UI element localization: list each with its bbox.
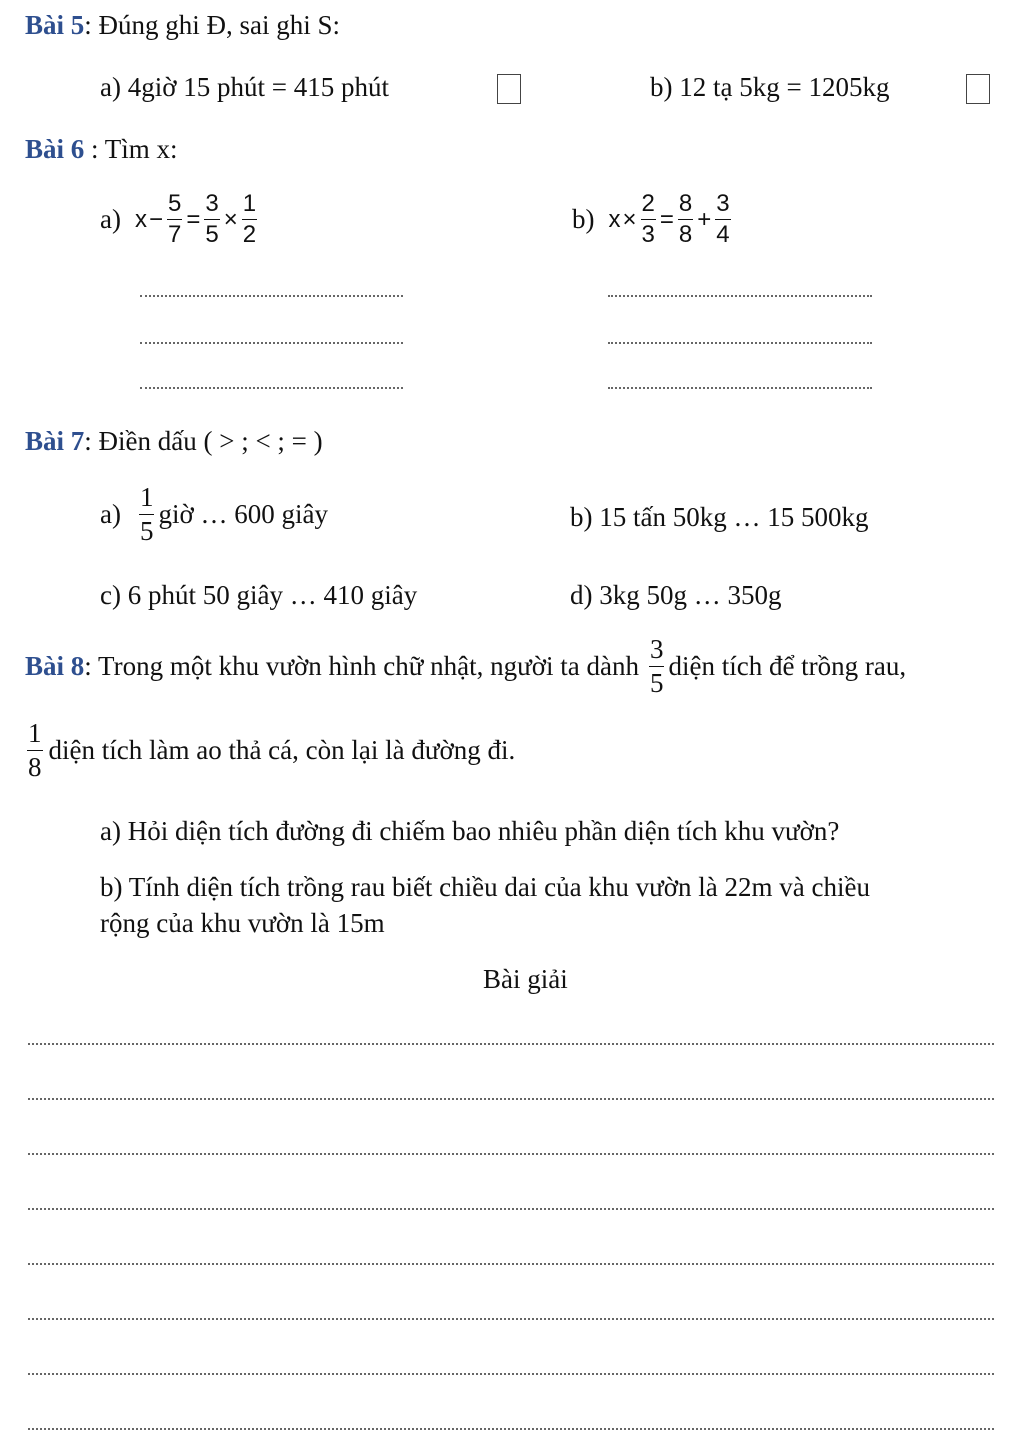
fraction: $\frac{1}{5}$ [139,482,154,546]
exercise-8-text: diện tích để trồng rau, [668,650,907,681]
answer-line[interactable] [608,342,872,344]
exercise-7c: c) 6 phút 50 giây … 410 giây [100,580,418,610]
exercise-5-heading [25,10,340,41]
plus-sign: + [697,205,712,233]
exercise-5b-answer-box[interactable] [966,74,990,104]
fraction: $\frac{3}{5}$ [649,634,664,698]
solution-line[interactable] [28,1208,994,1210]
fraction: $\frac{5}{7}$ [168,190,182,248]
fraction: $\frac{3}{4}$ [716,190,730,248]
exercise-7a-label: a) [100,498,121,529]
exercise-8b-question-line-1: b) Tính diện tích trồng rau biết chiều dai của khu vườn là 22m và chiều [100,872,870,902]
variable-x: x [134,205,147,233]
exercise-6a-equation [100,192,259,247]
exercise-8-text: : Trong một khu vườn hình chữ nhật, người ta dành [84,650,639,681]
exercise-8b-question-line-2: rộng của khu vườn là 15m [100,908,385,938]
exercise-8-text: diện tích làm ao thả cá, còn lại là đường đi. [48,734,516,765]
variable-x: x [608,205,621,233]
fraction: $\frac{8}{8}$ [678,190,693,248]
solution-line[interactable] [28,1263,994,1265]
exercise-7-instruction: : Điền dấu ( > ; < ; = ) [84,426,323,456]
answer-line[interactable] [140,295,403,297]
exercise-8-title: Bài 8 [25,650,85,681]
answer-line[interactable] [608,295,872,297]
exercise-7a [100,484,328,545]
times-sign: × [622,205,637,233]
times-sign: × [223,205,238,233]
exercise-7b: b) 15 tấn 50kg … 15 500kg [570,502,869,532]
answer-line[interactable] [608,387,872,389]
exercise-6a-label: a) [100,203,121,234]
fraction: $\frac{2}{3}$ [641,190,655,248]
solution-heading: Bài giải [483,964,568,994]
exercise-6-instruction: : Tìm x: [84,134,178,164]
exercise-6-title: Bài 6 [25,134,85,164]
solution-line[interactable] [28,1318,994,1320]
exercise-7d: d) 3kg 50g … 350g [570,580,782,610]
exercise-6b-equation [572,192,733,247]
solution-line[interactable] [28,1373,994,1375]
exercise-8-line-2 [25,720,515,781]
equals-sign: = [186,205,201,233]
exercise-5a-statement: a) 4giờ 15 phút = 415 phút [100,72,389,102]
minus-sign: − [148,205,163,233]
exercise-8a-question: a) Hỏi diện tích đường đi chiếm bao nhiêu phần diện tích khu vườn? [100,816,840,846]
solution-line[interactable] [28,1043,994,1045]
fraction: $\frac{1}{8}$ [28,718,42,782]
exercise-8-line-1 [25,636,906,697]
solution-line[interactable] [28,1428,994,1430]
solution-line[interactable] [28,1153,994,1155]
exercise-7a-text: giờ … 600 giây [158,498,328,529]
solution-line[interactable] [28,1098,994,1100]
answer-line[interactable] [140,342,403,344]
exercise-6-heading [25,134,178,165]
exercise-7-title: Bài 7 [25,426,85,456]
exercise-5-instruction: : Đúng ghi Đ, sai ghi S: [84,10,341,40]
exercise-5b-statement: b) 12 tạ 5kg = 1205kg [650,72,890,102]
exercise-5-title: Bài 5 [25,10,85,40]
exercise-5a-answer-box[interactable] [497,74,521,104]
answer-line[interactable] [140,387,403,389]
equals-sign: = [659,205,674,233]
fraction: $\frac{1}{2}$ [242,190,257,248]
exercise-6b-label: b) [572,203,595,234]
fraction: $\frac{3}{5}$ [205,190,219,248]
exercise-7-heading [25,426,323,457]
